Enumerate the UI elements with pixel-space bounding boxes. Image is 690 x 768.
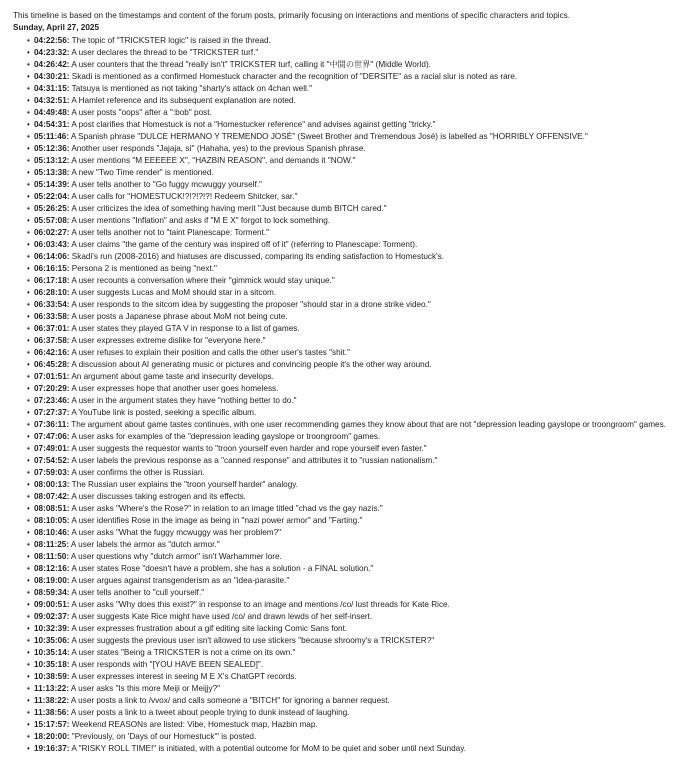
entry-timestamp: 19:16:37: (34, 744, 70, 753)
timeline-entry (34, 203, 682, 215)
entry-text: A user refuses to explain their position and calls the other user's tastes "shit." (71, 348, 350, 357)
entry-text: A user questions why "dutch armor" isn't Warhammer lore. (70, 552, 282, 561)
timeline-entry (34, 611, 682, 623)
entry-timestamp: 05:11:46: (34, 132, 70, 141)
entry-timestamp: 04:49:48: (34, 108, 70, 117)
timeline-entry (34, 599, 682, 611)
entry-text: A user in the argument states they have "nothing better to do." (71, 396, 297, 405)
entry-timestamp: 10:38:59: (34, 672, 70, 681)
entry-text: A user asks "Why does this exist?" in response to an image and mentions /co/ lust threads for Kate Rice. (71, 600, 450, 609)
entry-timestamp: 04:23:32: (34, 48, 70, 57)
timeline-entry (34, 455, 682, 467)
entry-timestamp: 07:01:51: (34, 372, 70, 381)
timeline-entry (34, 251, 682, 263)
entry-text: A user confirms the other is Russian. (71, 468, 205, 477)
entry-timestamp: 08:12:16: (34, 564, 70, 573)
timeline-entry (34, 623, 682, 635)
entry-text: A post clarifies that Homestuck is not a "Homestucker reference" and advises against getting "tricky." (71, 120, 436, 129)
entry-timestamp: 08:10:05: (34, 516, 70, 525)
timeline-entry (34, 347, 682, 359)
timeline-entry (34, 527, 682, 539)
entry-text: A user suggests Lucas and MoM should star in a sitcom. (71, 288, 277, 297)
entry-text: A user argues against transgenderism as an "idea-parasite." (71, 576, 290, 585)
timeline-entry (34, 407, 682, 419)
entry-timestamp: 18:20:00: (34, 732, 70, 741)
timeline-entry (34, 719, 682, 731)
entry-timestamp: 08:59:34: (34, 588, 70, 597)
entry-text: A user identifies Rose in the image as being in "nazi power armor" and "Farting." (71, 516, 363, 525)
entry-text: Skadi is mentioned as a confirmed Homestuck character and the recognition of "DERSITE" as a racial slur is noted as rare. (71, 72, 518, 81)
entry-timestamp: 04:26:42: (34, 60, 70, 69)
entry-timestamp: 07:49:01: (34, 444, 70, 453)
timeline-entry (34, 695, 682, 707)
entry-text: A user declares the thread to be "TRICKSTER turf." (71, 48, 259, 57)
entry-text: A user expresses interest in seeing M E X's ChatGPT records. (71, 672, 297, 681)
timeline-entry (34, 131, 682, 143)
timeline-entry (34, 239, 682, 251)
timeline-entry (34, 551, 682, 563)
entry-text: A user labels the previous response as a "canned response" and attributes it to "russian nationalism." (71, 456, 438, 465)
entry-text: A user responds with "[YOU HAVE BEEN SEALED]". (71, 660, 264, 669)
entry-text: The argument about game tastes continues, with one user recommending games they know about that are not "depression leading gayslope or troongroom" games. (71, 420, 666, 429)
timeline-entry (34, 659, 682, 671)
entry-timestamp: 06:33:54: (34, 300, 70, 309)
timeline-entry (34, 263, 682, 275)
entry-text: A user tells another to "cull yourself." (71, 588, 205, 597)
entry-text: The Russian user explains the "troon yourself harder" analogy. (71, 480, 299, 489)
entry-timestamp: 05:12:36: (34, 144, 70, 153)
timeline-entry (34, 443, 682, 455)
entry-text: Persona 2 is mentioned as being "next." (71, 264, 217, 273)
entry-timestamp: 05:14:39: (34, 180, 70, 189)
entry-timestamp: 07:23:46: (34, 396, 70, 405)
timeline-entry (34, 167, 682, 179)
timeline-entry (34, 275, 682, 287)
timeline-entry (34, 179, 682, 191)
entry-text: A user tells another not to "taint Planescape: Torment." (71, 228, 270, 237)
entry-timestamp: 04:32:51: (34, 96, 70, 105)
entry-text: A user suggests the previous user isn't allowed to use stickers "because shroomy's a TRICKSTER?" (71, 636, 435, 645)
timeline-entry (34, 323, 682, 335)
entry-timestamp: 09:02:37: (34, 612, 70, 621)
entry-text: An argument about game taste and insecurity develops. (71, 372, 274, 381)
entry-text: A user states "Being a TRICKSTER is not a crime on its own." (71, 648, 296, 657)
entry-text: A user asks "Is this more Meiji or Meijjy?" (70, 684, 221, 693)
timeline-entry (34, 191, 682, 203)
entry-text: A user posts a link to a tweet about people trying to dunk instead of laughing. (70, 708, 350, 717)
timeline-entry (34, 59, 682, 71)
entry-text: The topic of "TRICKSTER logic" is raised in the thread. (71, 36, 271, 45)
entry-timestamp: 07:59:03: (34, 468, 70, 477)
timeline-entry (34, 491, 682, 503)
timeline-entry (34, 155, 682, 167)
entry-text: Skadi's run (2008-2016) and hiatuses are discussed, comparing its ending satisfaction to Homestuck's. (71, 252, 445, 261)
entry-timestamp: 06:37:01: (34, 324, 70, 333)
timeline-entry (34, 671, 682, 683)
entry-timestamp: 06:16:15: (34, 264, 70, 273)
timeline-entry (34, 563, 682, 575)
entry-timestamp: 05:26:25: (34, 204, 70, 213)
entry-timestamp: 07:54:52: (34, 456, 70, 465)
entry-text: A Spanish phrase "DULCE HERMANO Y TREMENDO JOSÉ" (Sweet Brother and Tremendous José) is labelled as "HORRIBLY OFFENSIVE." (70, 132, 588, 141)
entry-timestamp: 06:17:18: (34, 276, 70, 285)
entry-timestamp: 09:00:51: (34, 600, 70, 609)
timeline-entry (34, 395, 682, 407)
entry-timestamp: 06:37:58: (34, 336, 70, 345)
entry-text: A user calls for "HOMESTUCK!?!?!?!?! Redeem Shitcker, sar." (71, 192, 298, 201)
entry-timestamp: 07:27:37: (34, 408, 70, 417)
timeline-entry (34, 539, 682, 551)
entry-timestamp: 04:22:56: (34, 36, 70, 45)
timeline-entry (34, 431, 682, 443)
timeline-entry (34, 83, 682, 95)
entry-text: Weekend REASONs are listed: Vibe, Homestuck map, Hazbin map. (71, 720, 318, 729)
entry-text: A user mentions "M EEEEEE X", "HAZBIN REASON", and demands it "NOW." (71, 156, 356, 165)
timeline-list (13, 35, 682, 755)
entry-text: A Hamlet reference and its subsequent explanation are noted. (71, 96, 296, 105)
timeline-entry (34, 587, 682, 599)
entry-timestamp: 06:33:58: (34, 312, 70, 321)
timeline-entry (34, 359, 682, 371)
date-heading: Sunday, April 27, 2025 (13, 23, 100, 32)
entry-text: A user labels the armor as "dutch armor." (70, 540, 220, 549)
timeline-entry (34, 47, 682, 59)
timeline-entry (34, 707, 682, 719)
entry-timestamp: 07:47:06: (34, 432, 70, 441)
entry-text: A user posts a Japanese phrase about MoM not being cute. (71, 312, 288, 321)
timeline-entry (34, 515, 682, 527)
timeline-entry (34, 71, 682, 83)
timeline-entry (34, 311, 682, 323)
entry-timestamp: 11:13:22: (34, 684, 70, 693)
entry-text: A user responds to the sitcom idea by suggesting the proposer "should star in a drone strike video." (71, 300, 431, 309)
timeline-entry (34, 383, 682, 395)
entry-timestamp: 06:03:43: (34, 240, 70, 249)
timeline-entry (34, 215, 682, 227)
timeline-entry (34, 119, 682, 131)
timeline-entry (34, 479, 682, 491)
entry-text: A user claims "the game of the century was inspired off of it" (referring to Planescape: Torment). (71, 240, 418, 249)
entry-text: A user recounts a conversation where their "gimmick would stay unique." (71, 276, 335, 285)
entry-timestamp: 05:22:04: (34, 192, 70, 201)
timeline-entry (34, 371, 682, 383)
entry-text: A user expresses hope that another user goes homeless. (71, 384, 279, 393)
timeline-entry (34, 467, 682, 479)
entry-text: A discussion about AI generating music or pictures and convincing people it's the other way around. (71, 360, 432, 369)
entry-text: A user states Rose "doesn't have a problem, she has a solution - a FINAL solution." (71, 564, 374, 573)
entry-text: A user posts "oops" after a ":bob" post. (71, 108, 212, 117)
entry-timestamp: 04:31:15: (34, 84, 70, 93)
entry-timestamp: 10:35:14: (34, 648, 70, 657)
timeline-entry (34, 731, 682, 743)
entry-timestamp: 04:30:21: (34, 72, 70, 81)
entry-timestamp: 10:32:39: (34, 624, 70, 633)
entry-text: A user criticizes the idea of something having merit "Just because dumb BITCH cared." (71, 204, 387, 213)
timeline-entry (34, 683, 682, 695)
timeline-entry (34, 335, 682, 347)
entry-text: "Previously, on 'Days of our Homestuck'" is posted. (71, 732, 257, 741)
entry-text: A user tells another to "Go fuggy mcwuggy yourself." (71, 180, 262, 189)
timeline-entry (34, 743, 682, 755)
timeline-entry (34, 299, 682, 311)
entry-timestamp: 08:11:50: (34, 552, 70, 561)
entry-text: A user mentions "Inflation" and asks if "M E X" forgot to lock something. (71, 216, 331, 225)
entry-text: A user asks "What the fuggy mcwuggy was her problem?" (71, 528, 282, 537)
timeline-entry (34, 35, 682, 47)
entry-text: A user asks "Where's the Rose?" in relation to an image titled "chad vs the gay nazis." (71, 504, 383, 513)
timeline-entry (34, 503, 682, 515)
entry-timestamp: 07:20:29: (34, 384, 70, 393)
entry-timestamp: 08:00:13: (34, 480, 70, 489)
entry-timestamp: 08:19:00: (34, 576, 70, 585)
entry-text: A YouTube link is posted, seeking a specific album. (71, 408, 257, 417)
entry-timestamp: 11:38:56: (34, 708, 70, 717)
timeline-entry (34, 647, 682, 659)
entry-text: A user posts a link to /vvox/ and calls someone a "BITCH" for ignoring a banner request. (70, 696, 390, 705)
entry-timestamp: 06:42:16: (34, 348, 70, 357)
entry-timestamp: 08:07:42: (34, 492, 70, 501)
entry-timestamp: 07:36:11: (34, 420, 70, 429)
timeline-entry (34, 287, 682, 299)
entry-text: A new "Two Time render" is mentioned. (71, 168, 214, 177)
entry-timestamp: 06:45:28: (34, 360, 70, 369)
entry-timestamp: 04:54:31: (34, 120, 70, 129)
entry-timestamp: 10:35:06: (34, 636, 70, 645)
entry-text: A user suggests Kate Rice might have used /co/ and drawn lewds of her self-insert. (71, 612, 373, 621)
entry-text: A user expresses extreme dislike for "everyone here." (71, 336, 266, 345)
entry-timestamp: 06:02:27: (34, 228, 70, 237)
timeline-entry (34, 107, 682, 119)
entry-timestamp: 06:14:06: (34, 252, 70, 261)
timeline-entry (34, 143, 682, 155)
entry-text: A user suggests the requestor wants to "troon yourself even harder and rope yourself even faster." (71, 444, 427, 453)
entry-text: A user asks for examples of the "depression leading gayslope or troongroom" games. (71, 432, 381, 441)
entry-text: Tatsuya is mentioned as not taking "sharty's attack on 4chan well." (71, 84, 313, 93)
entry-timestamp: 10:35:18: (34, 660, 70, 669)
entry-text: A user discusses taking estrogen and its effects. (71, 492, 246, 501)
entry-text: A user states they played GTA V in response to a list of games. (71, 324, 300, 333)
entry-timestamp: 08:11:25: (34, 540, 70, 549)
entry-timestamp: 15:17:57: (34, 720, 70, 729)
timeline-entry (34, 227, 682, 239)
timeline-entry (34, 575, 682, 587)
entry-text: Another user responds "Jajaja, sí" (Hahaha, yes) to the previous Spanish phrase. (71, 144, 366, 153)
entry-timestamp: 05:13:38: (34, 168, 70, 177)
timeline-entry (34, 635, 682, 647)
entry-timestamp: 06:28:10: (34, 288, 70, 297)
entry-timestamp: 11:38:22: (34, 696, 70, 705)
entry-timestamp: 05:57:08: (34, 216, 70, 225)
entry-text: A "RISKY ROLL TIME!" is initiated, with a potential outcome for MoM to be quiet and sober until next Sunday. (71, 744, 466, 753)
entry-timestamp: 08:08:51: (34, 504, 70, 513)
entry-timestamp: 08:10:46: (34, 528, 70, 537)
timeline-entry (34, 95, 682, 107)
timeline-entry (34, 419, 682, 431)
intro-paragraph: This timeline is based on the timestamps and content of the forum posts, primarily focusing on interactions and mentions of specific characters and topics. (13, 11, 571, 20)
entry-text: A user expresses frustration about a gif editing site lacking Comic Sans font. (71, 624, 348, 633)
entry-text: A user counters that the thread "really isn't" TRICKSTER turf, calling it "中間の世界" (Middle World). (71, 60, 431, 69)
entry-timestamp: 05:13:12: (34, 156, 70, 165)
